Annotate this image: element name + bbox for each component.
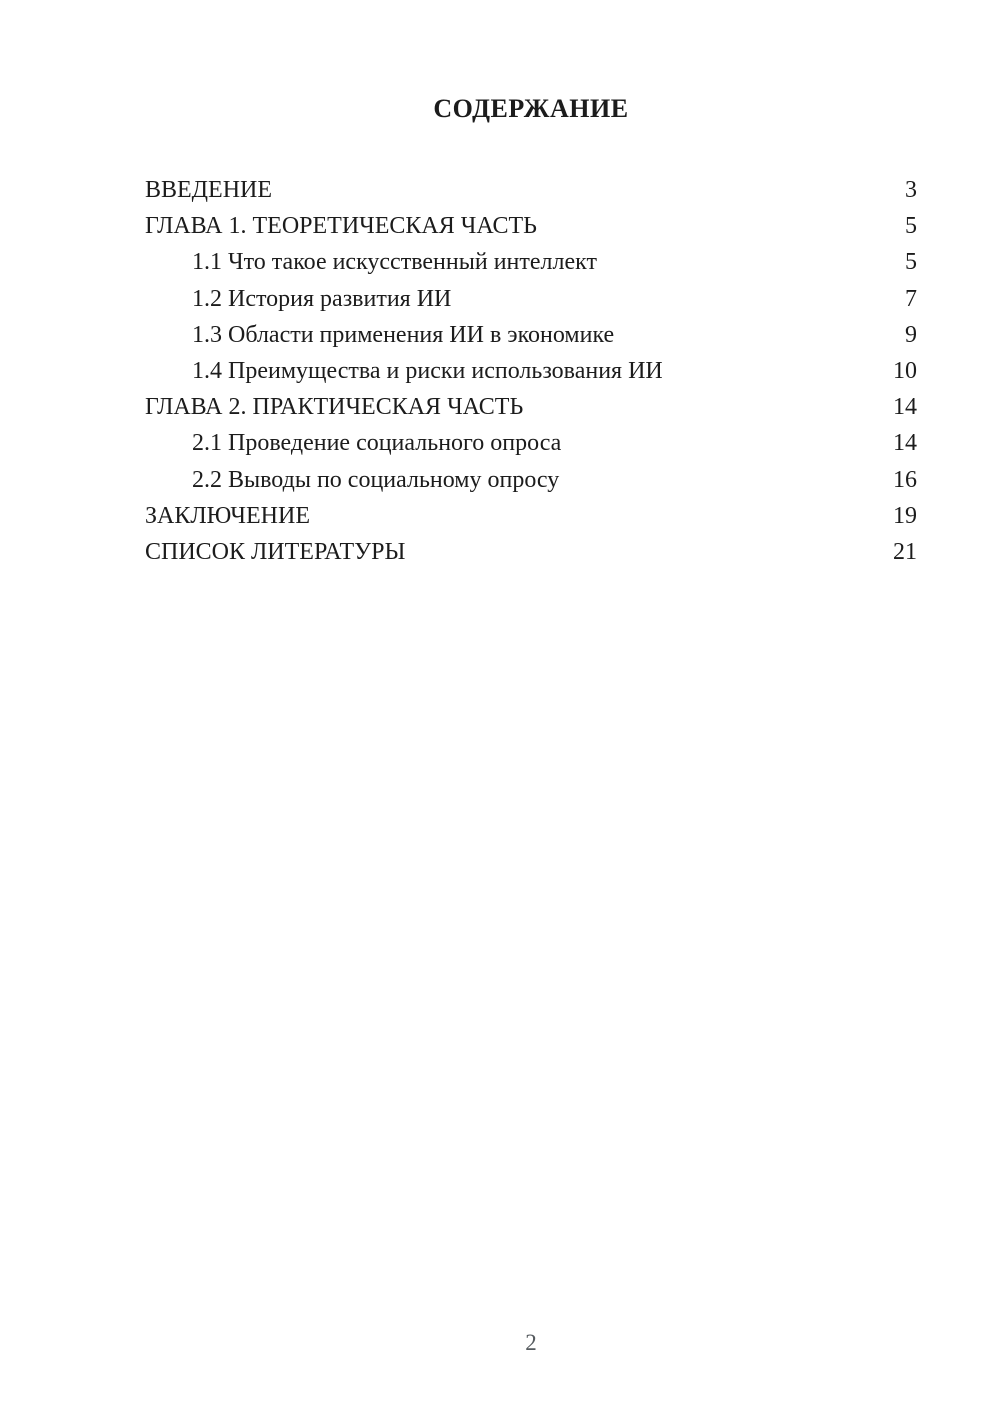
toc-entry [145,317,917,353]
toc-entry-label: ГЛАВА 1. ТЕОРЕТИЧЕСКАЯ ЧАСТЬ [145,213,537,240]
toc-entry [145,281,917,317]
page-number: 2 [525,1330,537,1355]
toc-entry [145,244,917,280]
toc-entry-page: 14 [893,394,917,421]
toc-entry [145,389,917,425]
toc-entry-label: 2.1 Проведение социального опроса [192,430,562,457]
toc-entry [145,172,917,208]
toc-entry-label: ВВЕДЕНИЕ [145,177,273,203]
toc-entry-label: 1.4 Преимущества и риски использования ИИ [192,358,663,385]
toc-entry-label: ГЛАВА 2. ПРАКТИЧЕСКАЯ ЧАСТЬ [145,394,524,421]
toc-entry-page: 10 [893,358,917,385]
toc-entry-label: 1.3 Области применения ИИ в экономике [192,321,615,348]
toc-list [145,172,917,570]
toc-entry-label: СПИСОК ЛИТЕРАТУРЫ [145,539,406,566]
toc-entry [145,498,917,534]
toc-entry-page: 7 [905,285,917,312]
toc-entry-page: 14 [893,430,917,457]
toc-entry-page: 5 [905,213,917,240]
toc-entry-label: ЗАКЛЮЧЕНИЕ [145,502,310,529]
toc-entry-page: 21 [893,539,917,566]
toc-entry-page: 3 [905,177,917,203]
toc-entry-label: 2.2 Выводы по социальному опросу [192,466,560,493]
toc-entry [145,425,917,461]
toc-entry-page: 9 [905,321,917,348]
page-content [145,95,917,570]
toc-entry [145,208,917,244]
toc-entry [145,462,917,498]
toc-entry-label: 1.1 Что такое искусственный интеллект [192,249,597,276]
toc-entry [145,534,917,570]
toc-entry-page: 5 [905,249,917,276]
toc-entry-page: 16 [893,466,917,493]
toc-entry [145,353,917,389]
toc-entry-label: 1.2 История развития ИИ [192,285,452,312]
toc-title: СОДЕРЖАНИЕ [433,94,629,123]
toc-entry-page: 19 [893,502,917,529]
